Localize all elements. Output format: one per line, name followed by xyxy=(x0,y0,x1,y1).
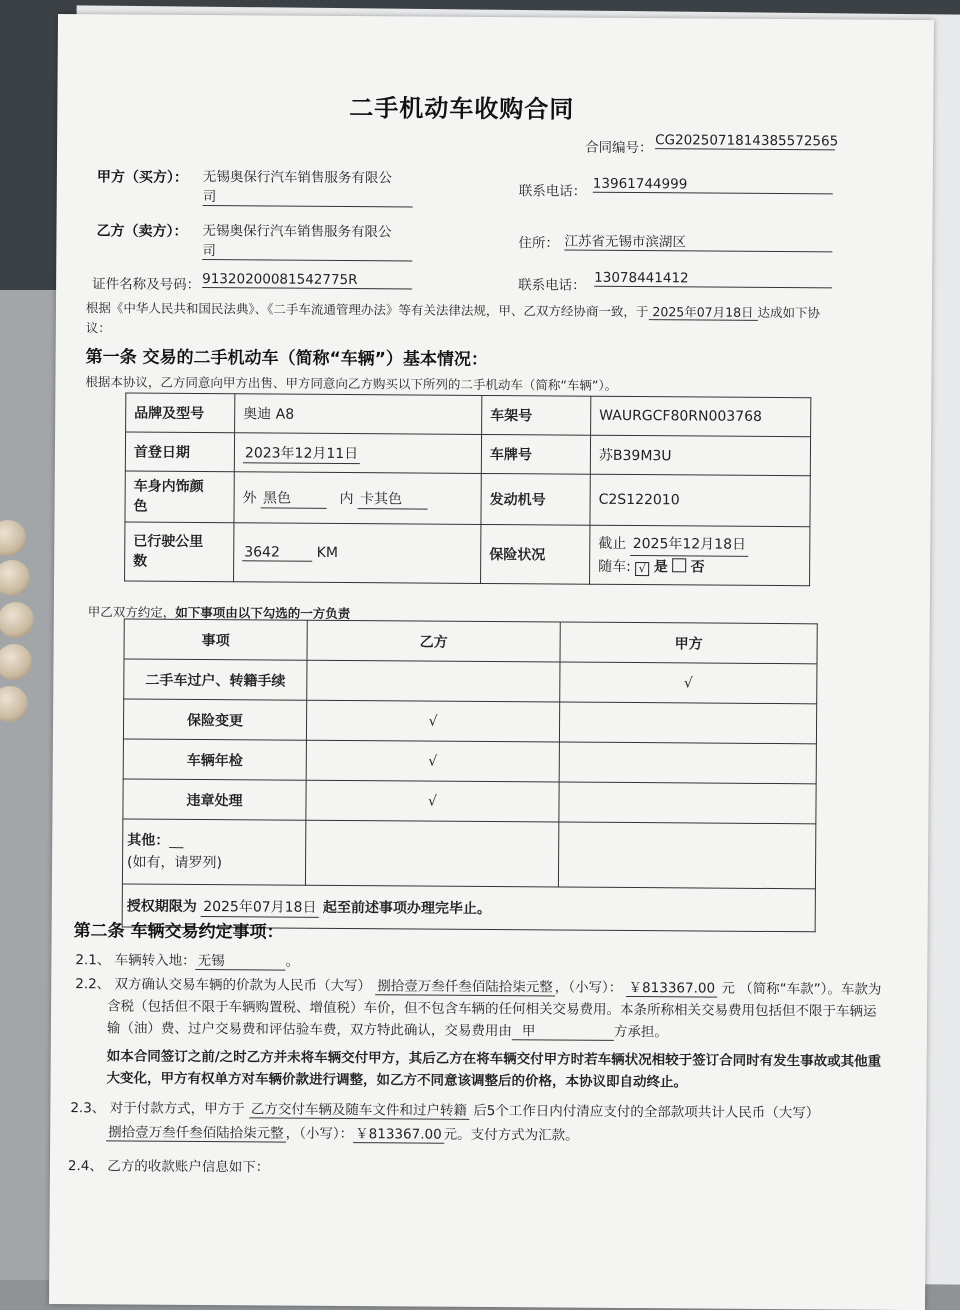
party-a-phone-label: 联系电话： xyxy=(518,183,587,200)
table-row xyxy=(125,522,810,586)
party-a-name-line2: 司 xyxy=(203,185,413,207)
reg-date-label: 首登日期 xyxy=(125,432,234,472)
ext-prefix: 外 xyxy=(242,489,257,506)
mileage-label: 已行驶公里 数 xyxy=(125,522,234,582)
insurance-until-label: 截止 xyxy=(598,535,627,552)
plate-value: 苏B39M3U xyxy=(590,435,810,476)
checkbox-yes[interactable]: √ xyxy=(635,562,649,576)
contract-no-label: 合同编号： xyxy=(585,139,653,157)
engine-label: 发动机号 xyxy=(481,473,590,525)
article-1-heading: 第一条 交易的二手机动车（简称“车辆”）基本情况： xyxy=(85,347,488,371)
table-row: 车辆年检 √ xyxy=(123,739,816,784)
insurance-until-date: 2025年12月18日 xyxy=(631,533,748,557)
col-item-header: 事项 xyxy=(124,619,307,660)
bead-bracelet xyxy=(0,520,40,740)
contract-document xyxy=(49,14,934,1310)
payment-amount: ￥813367.00 xyxy=(353,1122,444,1144)
no-label: 否 xyxy=(690,558,705,576)
vin-label: 车架号 xyxy=(482,395,591,435)
id-number: 91320200081542775R xyxy=(202,271,412,289)
table-row xyxy=(126,393,811,437)
party-b-label: 乙方（卖方）： xyxy=(96,223,188,240)
clause-2-3-line2: 捌拾壹万叁仟叁佰陆拾柒元整 ，（小写）： ￥813367.00 元。支付方式为汇款。 xyxy=(106,1120,579,1144)
responsibility-table xyxy=(122,618,818,932)
adjustment-clause-line1: 如本合同签订之前/之时乙方并未将车辆交付甲方，其后乙方在将车辆交付甲方时若车辆状况相较于签订合同时有发生事故或其他重 xyxy=(106,1048,882,1070)
party-a-phone: 13961744999 xyxy=(593,176,833,195)
transfer-location: 无锡 xyxy=(196,949,286,971)
price-amount: ￥813367.00 xyxy=(627,976,718,998)
intro-paragraph: 根据《中华人民共和国民法典》、《二手车流通管理办法》等有关法律法规，甲、乙双方经协商一致，于 2025年07月18日 达成如下协 xyxy=(85,300,821,321)
clause-2-2-line2: 含税（包括但不限于车辆购置税、增值税）车价，但不包含车辆的任何相关交易费用。本条所称相关交易费用包括但不限于车辆运 xyxy=(107,998,877,1020)
col-a-header: 甲方 xyxy=(560,622,817,664)
address-label: 住所： xyxy=(518,235,559,252)
party-b-phone-label: 联系电话： xyxy=(518,277,586,294)
other-cell: 其他：__ (如有，请罗列) xyxy=(122,819,305,885)
id-label: 证件名称及号码： xyxy=(92,276,201,293)
plate-label: 车牌号 xyxy=(481,434,590,474)
table-row: 二手车过户、转籍手续 √ xyxy=(124,659,817,704)
clause-2-2-line1: 2.2、 双方确认交易车辆的价款为人民币（大写） 捌拾壹万叁仟叁佰陆拾柒元整 ，（小写）： ￥813367.00 元 （简称“车款”）。车款为 xyxy=(75,976,882,998)
contract-no: CG2025071814385572565 xyxy=(655,132,839,150)
intro-paragraph-end: 议： xyxy=(85,320,111,336)
payment-amount-cn: 捌拾壹万叁仟叁佰陆拾柒元整 xyxy=(106,1120,286,1142)
clause-2-2-line3: 输（油）费、过户交易费和评估验车费，双方特此确认，交易费用由 甲 方承担。 xyxy=(106,1020,668,1041)
party-b-phone: 13078441412 xyxy=(594,270,832,289)
reg-date-value: 2023年12月11日 xyxy=(243,442,360,464)
price-amount-cn: 捌拾壹万叁仟叁佰陆拾柒元整 xyxy=(375,974,555,996)
insurance-follow-label: 随车: xyxy=(598,558,631,575)
checkbox-no[interactable] xyxy=(672,558,686,572)
article-1-intro: 根据本协议，乙方同意向甲方出售、甲方同意向乙方购买以下所列的二手机动车（简称“车辆”）。 xyxy=(85,374,618,393)
brand-value: 奥迪 A8 xyxy=(235,394,482,435)
brand-label: 品牌及型号 xyxy=(126,393,235,433)
exterior-color: 黑色 xyxy=(261,487,327,508)
party-a-label: 甲方（买方）： xyxy=(96,169,188,186)
table-row xyxy=(125,471,810,527)
table-row: 保险变更 √ xyxy=(123,699,816,744)
mileage-unit: KM xyxy=(316,544,339,561)
auth-period-cell: 授权期限为 2025年07月18日 起至前述事项办理完毕止。 xyxy=(122,884,815,932)
payment-condition: 乙方交付车辆及随车文件和过户转籍 xyxy=(249,1097,469,1120)
party-b-name-line1: 无锡奥保行汽车销售服务有限公 xyxy=(202,223,392,241)
adjustment-clause-line2: 大变化，甲方有权单方对车辆价款进行调整，如乙方不同意该调整后的价格，本协议即自动终止。 xyxy=(106,1070,688,1091)
party-a-name-line1: 无锡奥保行汽车销售服务有限公 xyxy=(202,169,392,187)
page-title: 二手机动车收购合同 xyxy=(349,94,575,124)
int-prefix: 内 xyxy=(339,490,354,507)
mileage-value: 3642 xyxy=(242,544,312,561)
fee-party: 甲 xyxy=(512,1019,614,1041)
auth-date: 2025年07月18日 xyxy=(201,896,318,918)
vehicle-info-table xyxy=(124,392,811,586)
party-b-name-line2: 司 xyxy=(202,239,412,261)
address: 江苏省无锡市滨湖区 xyxy=(564,230,832,253)
vin-value: WAURGCF80RN003768 xyxy=(591,396,811,437)
responsibility-intro: 甲乙双方约定，如下事项由以下勾选的一方负责 xyxy=(87,604,351,622)
article-2-heading: 第二条 车辆交易约定事项： xyxy=(73,921,284,943)
table-row: 违章处理 √ xyxy=(123,779,816,824)
clause-2-4: 2.4、 乙方的收款账户信息如下： xyxy=(67,1158,270,1176)
table-header-row xyxy=(124,619,817,664)
interior-color: 卡其色 xyxy=(358,488,428,509)
insurance-label: 保险状况 xyxy=(481,524,590,584)
clause-2-1: 2.1、 车辆转入地： 无锡 。 xyxy=(75,948,299,971)
clause-2-3-line1: 2.3、 对于付款方式，甲方于 乙方交付车辆及随车文件和过户转籍 后5个工作日内付清应支付的全部款项共计人民币（大写） xyxy=(70,1096,819,1122)
intro-date: 2025年07月18日 xyxy=(648,304,757,321)
table-row-other xyxy=(122,819,815,889)
engine-value: C2S122010 xyxy=(590,474,810,527)
yes-label: 是 xyxy=(653,558,668,575)
col-b-header: 乙方 xyxy=(307,620,560,662)
color-label: 车身内饰颜 色 xyxy=(125,471,234,523)
table-row xyxy=(125,432,810,476)
